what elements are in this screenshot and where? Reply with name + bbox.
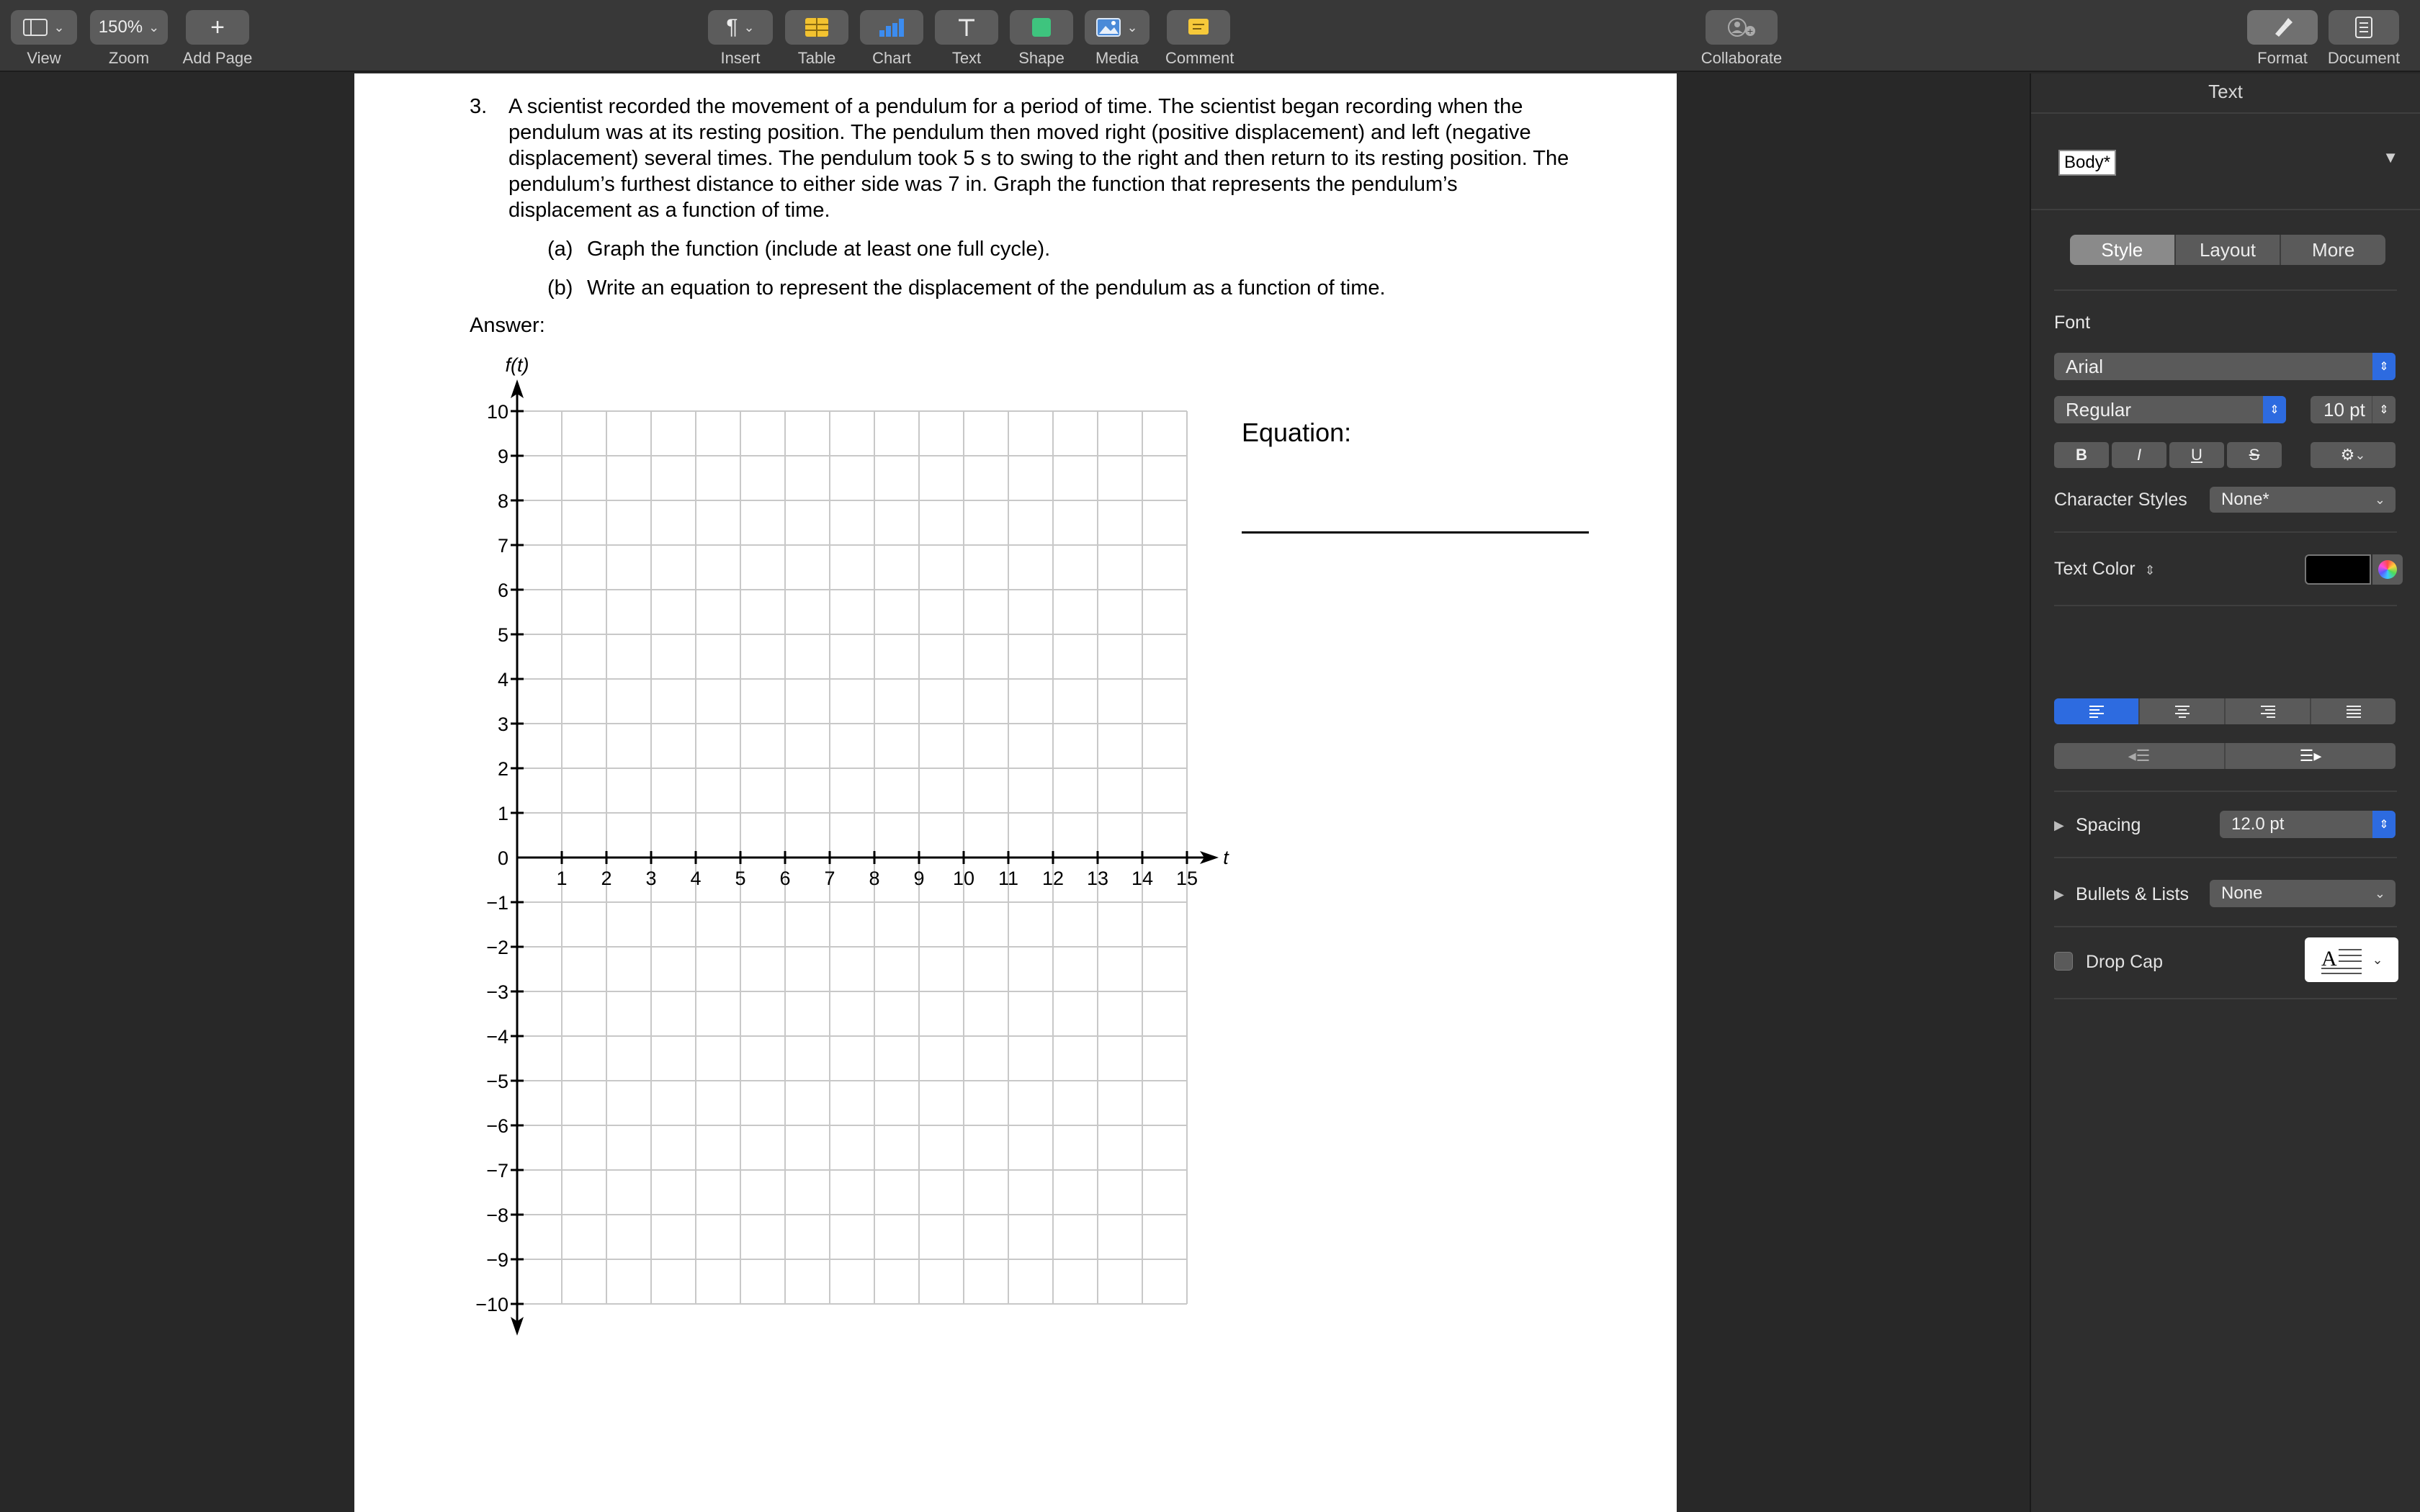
x-tick-label: 9 xyxy=(913,868,925,889)
stepper-icon[interactable]: ⇕ xyxy=(2372,396,2396,423)
y-tick-label: −6 xyxy=(486,1115,508,1137)
spacing-popup[interactable] xyxy=(2220,811,2396,838)
add-page-button[interactable] xyxy=(186,10,249,45)
insert-tool[interactable] xyxy=(707,10,774,68)
collaborate-button[interactable] xyxy=(1706,10,1778,45)
chart-tool[interactable] xyxy=(860,10,923,68)
font-name: Arial xyxy=(2066,355,2104,377)
toolbar xyxy=(0,0,2420,72)
indent-buttons xyxy=(2054,743,2396,769)
text-style-buttons xyxy=(2054,442,2282,468)
decrease-indent-button[interactable] xyxy=(2054,743,2226,769)
y-tick-labels xyxy=(475,401,508,1315)
document-icon xyxy=(2354,16,2373,39)
part-a-label: (a) xyxy=(547,238,573,261)
y-tick-label: −10 xyxy=(475,1294,508,1315)
paragraph-style-selector[interactable]: Body* xyxy=(2058,150,2116,176)
updown-icon: ⇕ xyxy=(2372,811,2396,838)
y-axis-label: f(t) xyxy=(505,354,529,376)
y-tick-label: 10 xyxy=(486,401,508,423)
table-tool[interactable] xyxy=(785,10,848,68)
shape-label: Shape xyxy=(1018,49,1065,67)
x-tick-label: 13 xyxy=(1086,868,1109,889)
y-tick-label: 3 xyxy=(497,714,508,735)
format-sidebar xyxy=(2030,73,2420,1512)
x-tick-label: 2 xyxy=(601,868,612,889)
shape-tool[interactable] xyxy=(1010,10,1073,68)
align-center-icon xyxy=(2174,704,2191,719)
font-family-popup[interactable] xyxy=(2054,353,2396,380)
y-tick-label: −2 xyxy=(486,937,508,958)
x-tick-label: 7 xyxy=(824,868,835,889)
x-tick-label: 10 xyxy=(952,868,975,889)
y-tick-label: 4 xyxy=(497,669,508,690)
format-button[interactable] xyxy=(2247,10,2318,45)
increase-indent-button[interactable] xyxy=(2226,743,2396,769)
comment-button[interactable] xyxy=(1167,10,1230,45)
media-label: Media xyxy=(1095,49,1139,67)
media-tool[interactable] xyxy=(1085,10,1150,68)
chevron-down-icon: ⌄ xyxy=(2374,492,2385,507)
question-text[interactable]: A scientist recorded the movement of a pendulum for a period of time. The scientist began recording when the pendulum was at its resting position. The pendulum then moved right (positive displacement) and left (negative displacement) several times. The pendulum took 5 s to swing to the right and then return to its resting position. The pendulum’s furthest distance to either side was 7 in. Graph the function that represents the pendulum’s displacement as a function of time. xyxy=(508,95,1569,222)
collaborate-label: Collaborate xyxy=(1700,49,1783,67)
spacing-value: 12.0 pt xyxy=(2231,814,2285,834)
shape-icon xyxy=(1031,17,1052,38)
y-tick-label: 1 xyxy=(497,803,508,824)
chart-label: Chart xyxy=(872,49,911,67)
chevron-down-icon: ⌄ xyxy=(2354,447,2366,462)
triangle-down-icon[interactable]: ▼ xyxy=(2383,148,2398,166)
font-size-field[interactable] xyxy=(2311,396,2396,423)
color-wheel-button[interactable] xyxy=(2372,554,2403,585)
align-center-button[interactable] xyxy=(2140,698,2226,724)
add-page-label: Add Page xyxy=(182,49,253,67)
font-size[interactable]: 10 pt xyxy=(2323,398,2365,420)
text-color-label[interactable] xyxy=(2054,559,2156,580)
color-wheel-icon xyxy=(2378,560,2397,579)
document-label: Document xyxy=(2327,49,2401,67)
y-tick-label: −7 xyxy=(486,1160,508,1182)
updown-icon: ⇕ xyxy=(2263,396,2286,423)
divider xyxy=(2054,857,2397,858)
y-tick-label: −3 xyxy=(486,981,508,1003)
underline-button[interactable]: U xyxy=(2169,442,2224,468)
divider xyxy=(2054,791,2397,792)
tab-layout[interactable]: Layout xyxy=(2176,235,2282,265)
chevron-down-icon: ⌄ xyxy=(1126,19,1138,35)
divider xyxy=(2054,926,2397,927)
divider xyxy=(2031,112,2420,114)
character-styles-label: Character Styles xyxy=(2054,490,2187,510)
disclosure-triangle-icon[interactable]: ▶ xyxy=(2054,887,2064,901)
collaborate-tool[interactable] xyxy=(1697,10,1786,68)
format-label: Format xyxy=(2257,49,2308,67)
x-tick-label: 12 xyxy=(1041,868,1065,889)
table-icon xyxy=(805,17,829,37)
align-left-icon xyxy=(2088,704,2105,719)
italic-button[interactable]: I xyxy=(2112,442,2166,468)
indent-icon: ☰▸ xyxy=(2299,747,2322,765)
axes xyxy=(511,379,1219,1336)
style-layout-more-tabs xyxy=(2070,235,2385,265)
format-tool[interactable] xyxy=(2247,10,2318,68)
y-tick-label: 5 xyxy=(497,624,508,646)
drop-cap-style-button[interactable] xyxy=(2305,937,2398,982)
question-number: 3. xyxy=(470,95,488,118)
y-tick-label: −8 xyxy=(486,1205,508,1226)
x-tick-label: 15 xyxy=(1175,868,1198,889)
drop-cap-icon xyxy=(2320,944,2363,976)
justify-icon xyxy=(2345,704,2362,719)
table-button[interactable] xyxy=(785,10,848,45)
y-tick-label: 9 xyxy=(497,446,508,467)
text-color-swatch[interactable] xyxy=(2305,554,2371,585)
comment-tool[interactable] xyxy=(1165,10,1232,68)
text-button[interactable] xyxy=(935,10,998,45)
font-weight-popup[interactable] xyxy=(2054,396,2286,423)
chevron-down-icon: ⌄ xyxy=(743,19,755,35)
chevron-down-icon: ⌄ xyxy=(2374,886,2385,901)
bullets-lists-value: None xyxy=(2221,883,2263,903)
collaborate-icon xyxy=(1726,17,1757,38)
character-styles-value: None* xyxy=(2221,490,2269,509)
svg-text:A: A xyxy=(2321,947,2338,971)
sidebar-title: Text xyxy=(2208,81,2243,102)
media-button[interactable] xyxy=(1085,10,1150,45)
plus-icon: + xyxy=(210,13,225,41)
drop-cap-label: Drop Cap xyxy=(2086,952,2163,972)
x-tick-label: 6 xyxy=(779,868,791,889)
comment-icon xyxy=(1187,17,1210,37)
part-b-text[interactable]: Write an equation to represent the displacement of the pendulum as a function of time. xyxy=(587,276,1386,300)
part-a-text[interactable]: Graph the function (include at least one full cycle). xyxy=(587,238,1051,261)
zoom-value: 150% xyxy=(98,17,143,37)
bar-chart-icon xyxy=(878,17,905,37)
alignment-buttons xyxy=(2054,698,2396,724)
zoom-tool[interactable] xyxy=(89,10,169,68)
chevron-down-icon: ⌄ xyxy=(53,19,65,35)
equation-label: Equation: xyxy=(1242,418,1352,447)
photo-icon xyxy=(1096,18,1121,37)
view-button[interactable] xyxy=(11,10,77,45)
divider xyxy=(2054,605,2397,606)
updown-icon: ⇕ xyxy=(2144,563,2156,577)
outdent-icon: ◂☰ xyxy=(2128,747,2151,765)
paragraph-icon: ¶ xyxy=(726,15,738,39)
strikethrough-button[interactable]: S xyxy=(2227,442,2282,468)
answer-label: Answer: xyxy=(470,314,545,337)
x-tick-label: 1 xyxy=(556,868,568,889)
updown-icon: ⇕ xyxy=(2372,353,2396,380)
character-styles-popup[interactable] xyxy=(2210,487,2396,513)
y-tick-label: 6 xyxy=(497,580,508,601)
font-weight: Regular xyxy=(2066,398,2132,420)
bullets-lists-label[interactable]: Bullets & Lists xyxy=(2076,884,2190,904)
y-tick-label: 2 xyxy=(497,758,508,780)
text-label: Text xyxy=(951,49,982,67)
divider xyxy=(2054,998,2397,999)
drop-cap-checkbox[interactable] xyxy=(2054,952,2073,971)
shape-button[interactable] xyxy=(1010,10,1073,45)
tab-style[interactable]: Style xyxy=(2070,235,2176,265)
part-b-label: (b) xyxy=(547,276,573,300)
y-tick-label: −4 xyxy=(486,1026,508,1048)
y-tick-label: 0 xyxy=(497,847,508,869)
justify-button[interactable] xyxy=(2311,698,2396,724)
text-options-button[interactable] xyxy=(2311,442,2396,468)
view-tool[interactable] xyxy=(10,10,78,68)
spacing-label[interactable]: Spacing xyxy=(2076,815,2141,835)
add-page-tool[interactable] xyxy=(180,10,255,68)
zoom-button[interactable] xyxy=(90,10,168,45)
sidebar-view-icon xyxy=(23,19,48,36)
y-tick-label: −5 xyxy=(486,1071,508,1092)
document-tool[interactable] xyxy=(2323,10,2404,68)
x-tick-label: 3 xyxy=(645,868,657,889)
chart-button[interactable] xyxy=(860,10,923,45)
disclosure-triangle-icon[interactable]: ▶ xyxy=(2054,818,2064,832)
x-tick-label: 11 xyxy=(998,868,1019,889)
document-button[interactable] xyxy=(2329,10,2399,45)
bullets-lists-popup[interactable] xyxy=(2210,880,2396,907)
text-tool[interactable] xyxy=(935,10,998,68)
x-tick-labels xyxy=(556,868,1198,889)
zoom-label: Zoom xyxy=(108,49,150,67)
bold-button[interactable]: B xyxy=(2054,442,2109,468)
table-label: Table xyxy=(797,49,836,67)
comment-label: Comment xyxy=(1165,49,1234,67)
divider xyxy=(2054,531,2397,533)
insert-label: Insert xyxy=(720,49,761,67)
divider xyxy=(2031,209,2420,210)
chevron-down-icon: ⌄ xyxy=(2372,952,2383,967)
document-page[interactable] xyxy=(354,73,1677,1512)
text-color-label-text: Text Color xyxy=(2054,559,2136,579)
tab-more[interactable]: More xyxy=(2312,238,2355,261)
x-tick-label: 5 xyxy=(735,868,746,889)
y-tick-label: −9 xyxy=(486,1249,508,1271)
x-tick-label: 8 xyxy=(869,868,880,889)
divider xyxy=(2054,289,2397,291)
align-right-icon xyxy=(2259,704,2277,719)
x-tick-label: 4 xyxy=(690,868,702,889)
y-tick-label: 8 xyxy=(497,490,508,512)
align-left-button[interactable] xyxy=(2054,698,2140,724)
view-label: View xyxy=(27,49,61,67)
text-box-icon xyxy=(956,17,977,37)
equation-answer-line[interactable] xyxy=(1242,531,1589,534)
x-tick-label: 14 xyxy=(1131,868,1154,889)
gear-icon: ⚙ xyxy=(2340,446,2355,464)
svg-text:+: + xyxy=(1747,27,1754,36)
insert-button[interactable] xyxy=(708,10,773,45)
y-tick-label: −1 xyxy=(486,892,508,914)
paintbrush-icon xyxy=(2271,17,2294,38)
align-right-button[interactable] xyxy=(2226,698,2311,724)
y-tick-label: 7 xyxy=(497,535,508,557)
coordinate-graph xyxy=(354,73,1677,1512)
font-heading: Font xyxy=(2054,312,2091,333)
chevron-down-icon: ⌄ xyxy=(148,19,160,35)
x-axis-label: t xyxy=(1223,847,1229,868)
